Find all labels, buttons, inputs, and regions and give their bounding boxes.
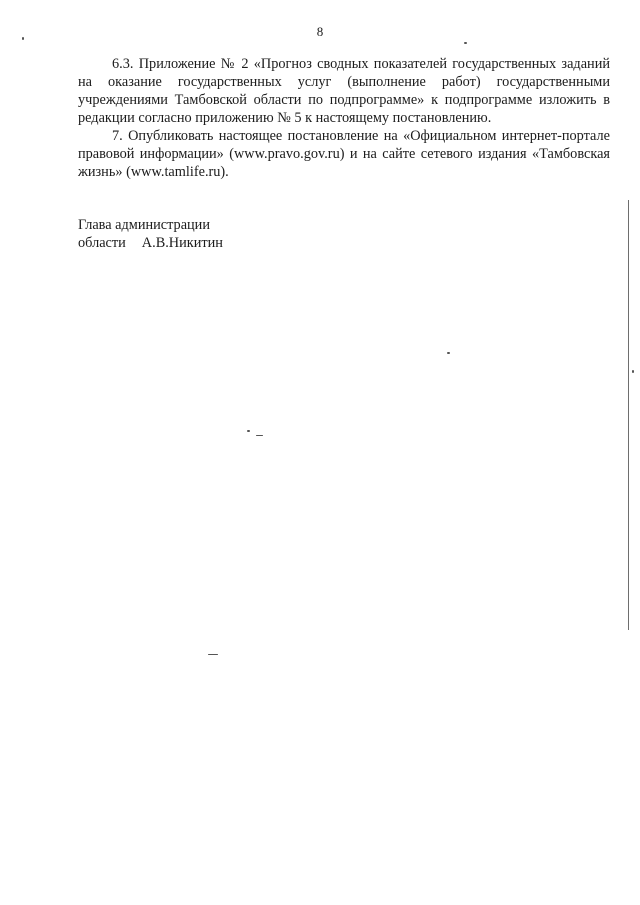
signatory-name: А.В.Никитин xyxy=(141,235,223,251)
page-number: 8 xyxy=(316,24,324,39)
document-body xyxy=(78,55,610,181)
signatory-title: Глава администрации xyxy=(78,217,210,233)
signatory-region: области xyxy=(78,235,126,251)
paragraph-7: 7. Опубликовать настоящее постановление на «Официальном интернет-портале правовой информации» (www.pravo.gov.ru) и на сайте сетевого издания «Тамбовская жизнь» (www.tamlife.ru). xyxy=(78,128,610,180)
scan-speck xyxy=(247,430,250,432)
scan-speck xyxy=(632,370,634,373)
paragraph-6-3: 6.3. Приложение № 2 «Прогноз сводных показателей государственных заданий на оказание государственных услуг (выполнение работ) государственными учреждениями Тамбовской области по подпрограмме» к подпрограмме изложить в редакции согласно приложению № 5 к настоящему постановлению. xyxy=(78,56,610,126)
scan-speck xyxy=(447,352,450,354)
scan-speck xyxy=(464,42,467,44)
scan-speck xyxy=(22,37,24,40)
scan-edge-line xyxy=(628,200,629,630)
scan-speck xyxy=(256,435,263,436)
signatory-region-line xyxy=(78,234,223,252)
scan-speck xyxy=(208,654,218,655)
signature-block xyxy=(78,216,223,252)
